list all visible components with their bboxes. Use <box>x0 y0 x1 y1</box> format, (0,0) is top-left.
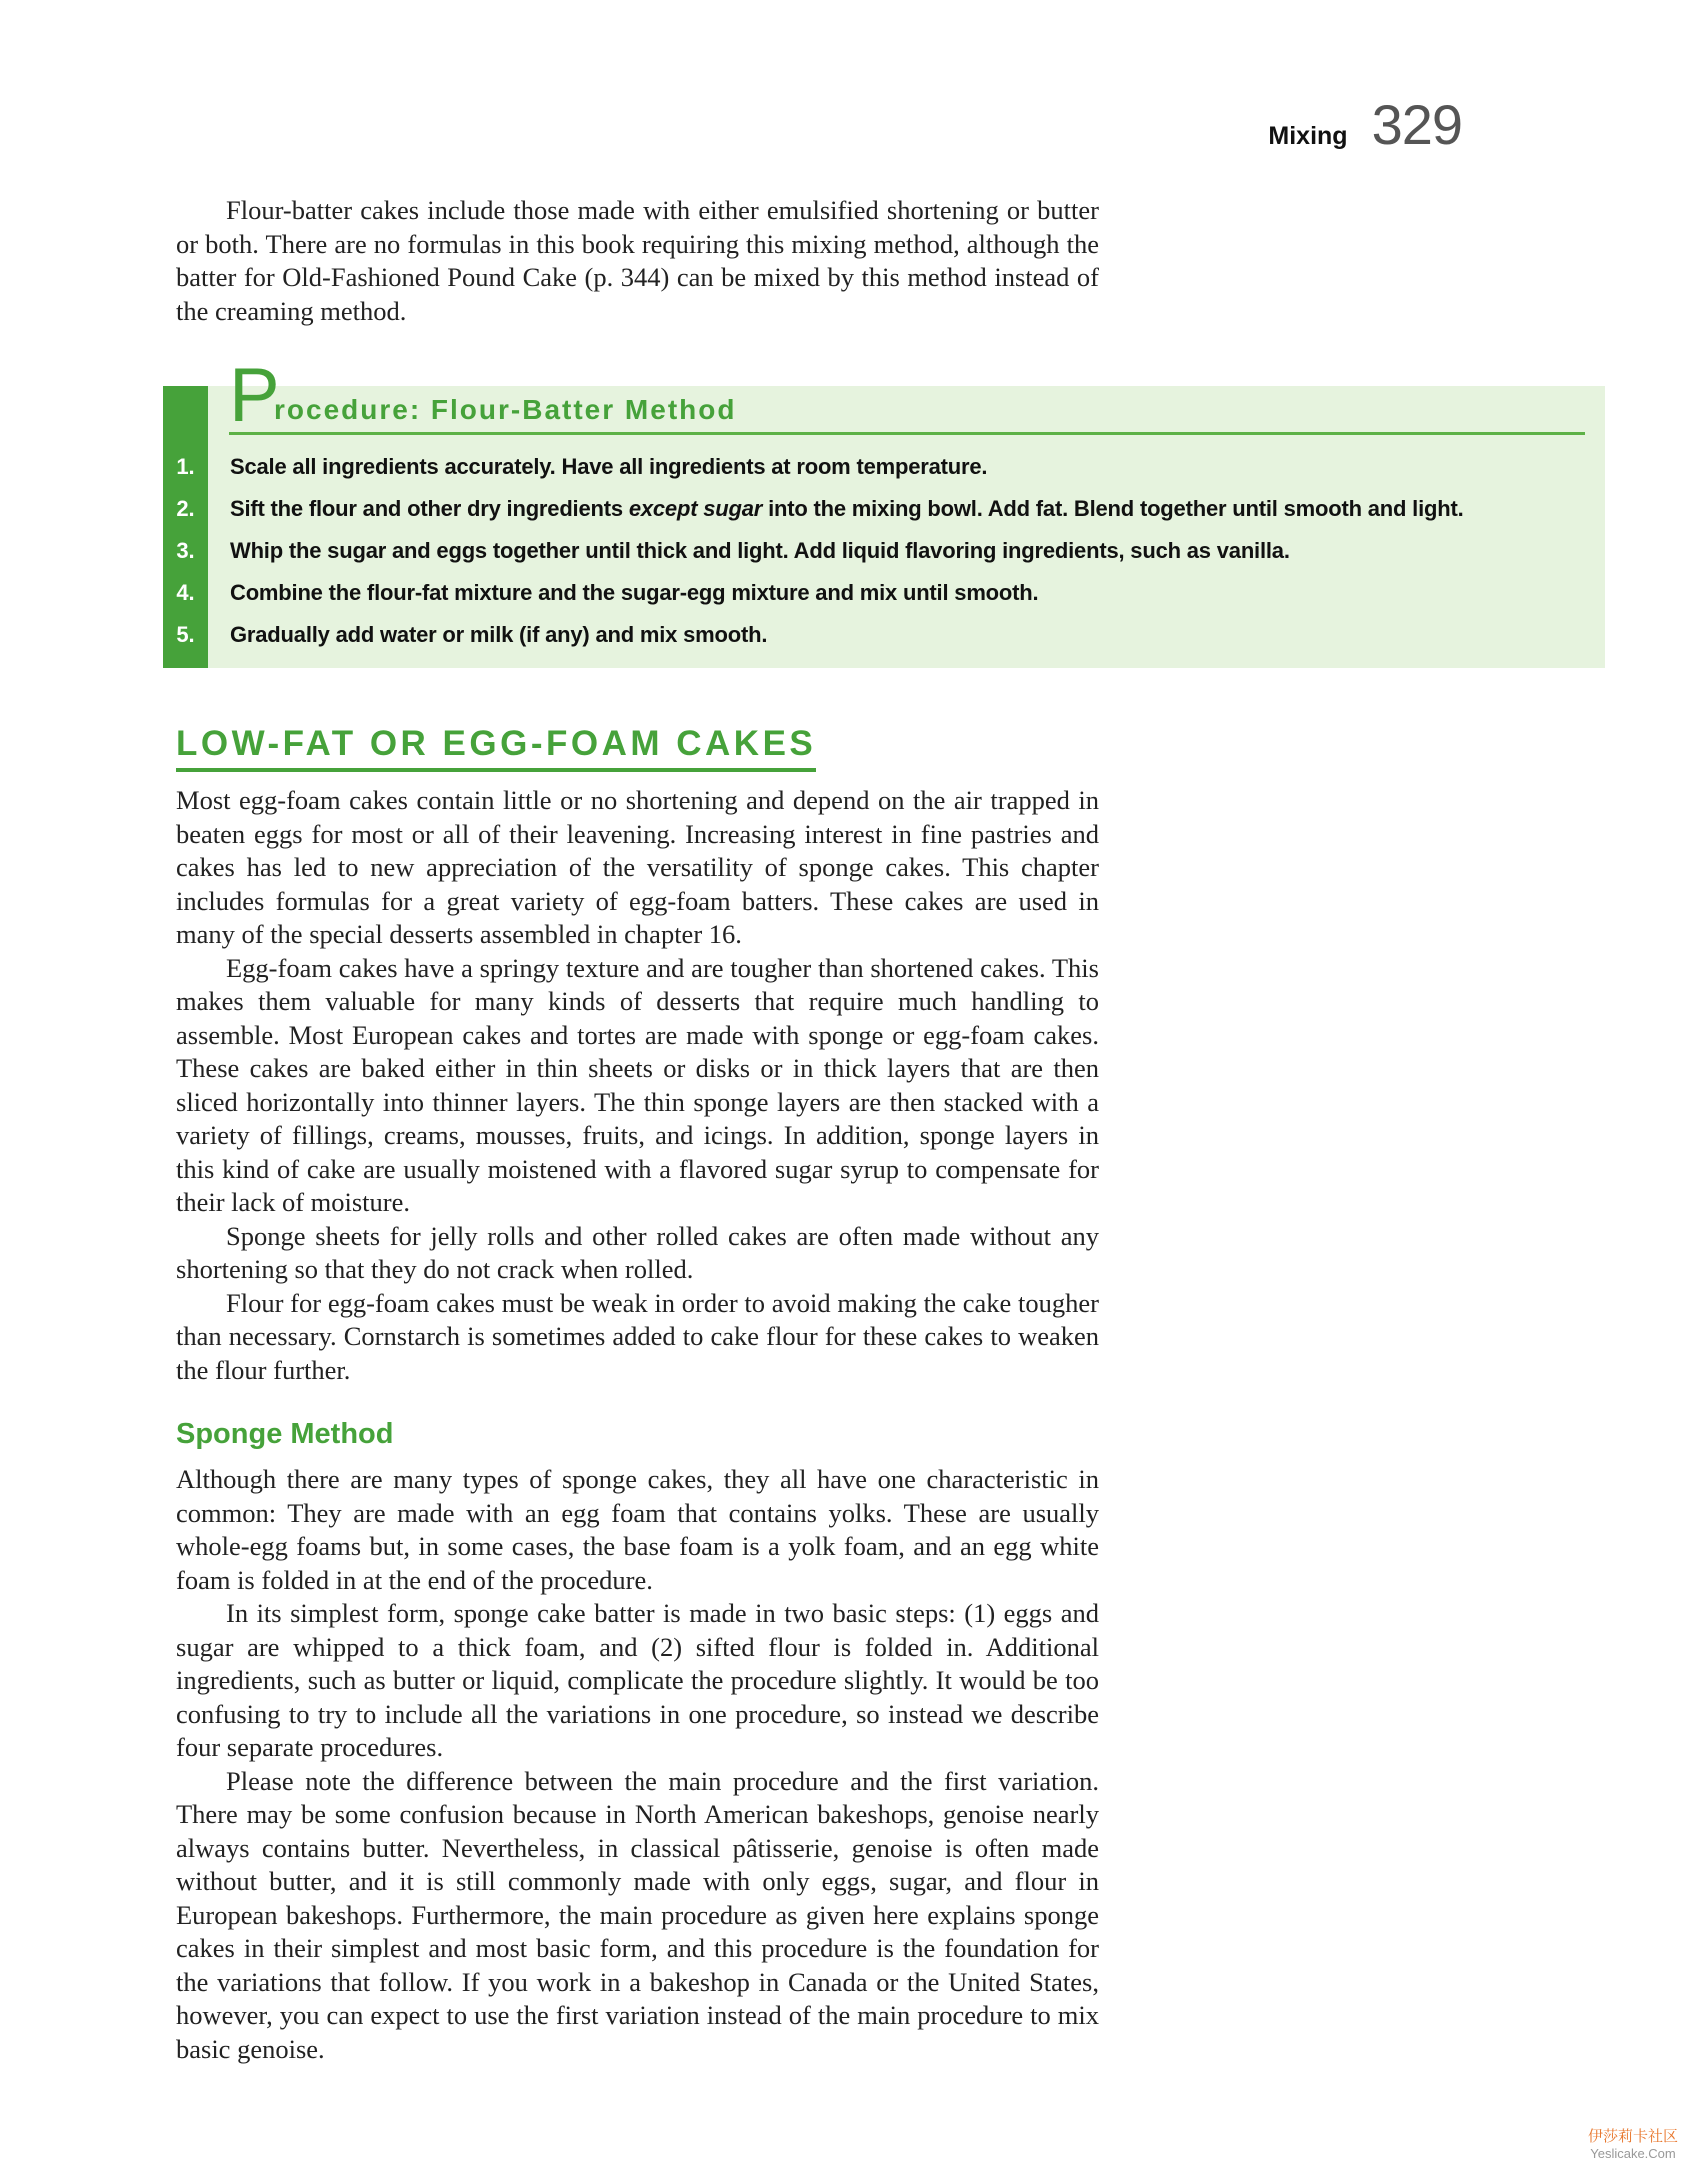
intro-text <box>176 194 1099 328</box>
procedure-step <box>163 488 1605 530</box>
body-paragraph: Although there are many types of sponge cakes, they all have one characteristic in common: They are made with an egg foam that contains yolks. These are usually whole-egg foams but, in some cases, the base foam is a yolk foam, and an egg white foam is folded in at the end of the procedure. <box>176 1464 1099 1595</box>
body-paragraph: Please note the difference between the main procedure and the first variation. There may be some confusion because in North American bakeshops, genoise nearly always contains butter. Nevertheless, in classical pâtisserie, genoise is often made without butter, and it is still commonly made with only eggs, sugar, and flour in European bakeshops. Furthermore, the main procedure as given here explains sponge cakes in their simplest and most basic form, and this procedure is the foundation for the variations that follow. If you work in a bakeshop in Canada or the United States, however, you can expect to use the first variation instead of the main procedure to mix basic genoise. <box>176 1765 1099 2064</box>
step-text: Combine the flour-fat mixture and the sugar-egg mixture and mix until smooth. <box>230 580 1039 605</box>
subsection-body <box>176 1463 1099 2066</box>
body-paragraph: Egg-foam cakes have a springy texture and are tougher than shortened cakes. This makes them valuable for many kinds of desserts that require much handling to assemble. Most European cakes and tortes are made with sponge or egg-foam cakes. These cakes are baked either in thin sheets or disks or in thick layers that are then sliced horizontally into thinner layers. The thin sponge layers are then stacked with a variety of fillings, creams, mousses, fruits, and icings. In addition, sponge layers in this kind of cake are usually moistened with a flavored sugar syrup to compensate for their lack of moisture. <box>176 952 1099 1217</box>
page-number: 329 <box>1371 93 1462 156</box>
body-paragraph: Sponge sheets for jelly rolls and other rolled cakes are often made without any shortening so that they do not crack when rolled. <box>176 1220 1099 1284</box>
procedure-step <box>163 530 1605 572</box>
step-text-part: Sift the flour and other dry ingredients <box>230 496 629 521</box>
step-number: 4. <box>176 580 195 605</box>
procedure-step <box>163 446 1605 488</box>
step-text: Gradually add water or milk (if any) and mix smooth. <box>230 622 768 647</box>
step-text-emphasis: except sugar <box>628 496 763 521</box>
step-text: Whip the sugar and eggs together until thick and light. Add liquid flavoring ingredients, such as vanilla. <box>230 538 1290 563</box>
procedure-box <box>163 353 1605 668</box>
running-head-section: Mixing <box>1268 122 1348 150</box>
body-paragraph: In its simplest form, sponge cake batter is made in two basic steps: (1) eggs and sugar are whipped to a thick foam, and (2) sifted flour is folded in. Additional ingredients, such as butter or liquid, complicate the procedure slightly. It would be too confusing to try to include all the variations in one procedure, so instead we describe four separate procedures. <box>176 1598 1099 1762</box>
step-text-part: into the mixing bowl. Add fat. Blend together until smooth and light. <box>762 496 1464 521</box>
step-number: 5. <box>176 622 195 647</box>
site-watermark <box>1588 2125 1678 2161</box>
step-text <box>230 496 1464 522</box>
procedure-step <box>163 572 1605 614</box>
procedure-title-text: rocedure: Flour-Batter Method <box>274 394 737 425</box>
step-text: Scale all ingredients accurately. Have all ingredients at room temperature. <box>230 454 988 479</box>
procedure-title-initial: P <box>229 353 280 438</box>
intro-paragraph: Flour-batter cakes include those made with either emulsified shortening or butter or both. There are no formulas in this book requiring this mixing method, although the batter for Old-Fashioned Pound Cake (p. 344) can be mixed by this method instead of the creaming method. <box>176 195 1099 326</box>
watermark-line-2: Yeslicake.Com <box>1590 2146 1676 2161</box>
procedure-steps <box>163 446 1605 656</box>
page-header <box>1268 92 1462 157</box>
watermark-line-1: 伊莎莉卡社区 <box>1587 2127 1678 2145</box>
procedure-step <box>163 614 1605 656</box>
body-paragraph: Most egg-foam cakes contain little or no shortening and depend on the air trapped in beaten eggs for most or all of their leavening. Increasing interest in fine pastries and cakes has led to new appreciation of the versatility of sponge cakes. This chapter includes formulas for a great variety of egg-foam batters. These cakes are used in many of the special desserts assembled in chapter 16. <box>176 785 1099 949</box>
step-number: 3. <box>176 538 195 563</box>
section-body <box>176 784 1099 1387</box>
step-number: 1. <box>176 454 195 479</box>
step-number: 2. <box>176 496 195 521</box>
procedure-title <box>229 353 1585 438</box>
body-paragraph: Flour for egg-foam cakes must be weak in order to avoid making the cake tougher than necessary. Cornstarch is sometimes added to cake flour for these cakes to weaken the flour further. <box>176 1287 1099 1385</box>
subsection-heading: Sponge Method <box>176 1418 394 1450</box>
section-heading: LOW-FAT OR EGG-FOAM CAKES <box>176 724 816 772</box>
